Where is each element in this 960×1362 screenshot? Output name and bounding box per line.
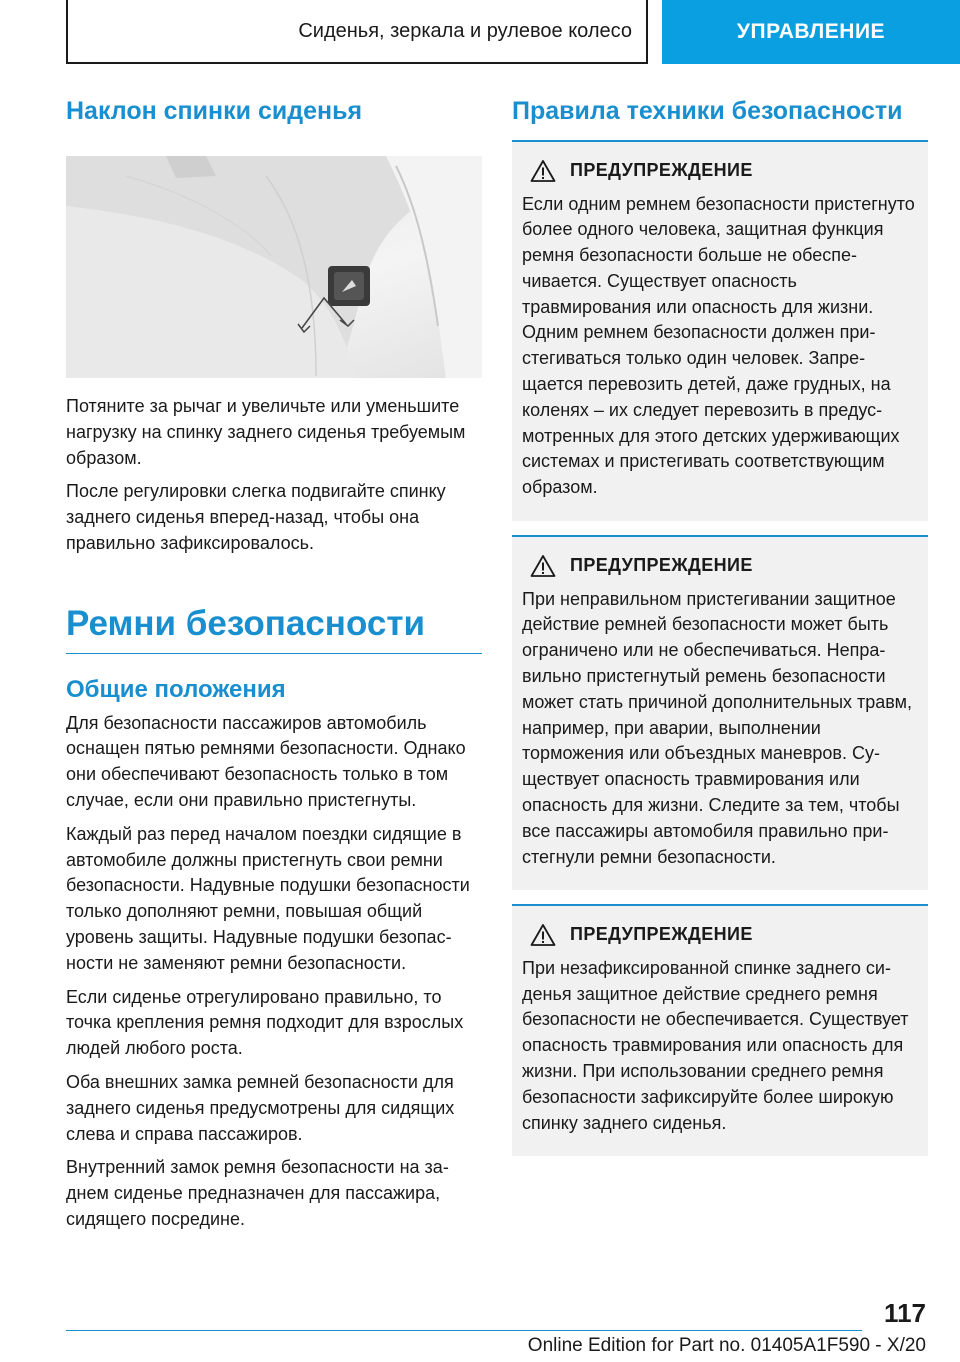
para-general-3: Если сиденье отрегулировано правильно, то точка крепления ремня подходит для взрослых людей любого роста. bbox=[66, 986, 464, 1059]
warning-title: ПРЕДУПРЕЖДЕНИЕ bbox=[570, 924, 753, 945]
para-backrest-1: Потяните за рычаг и увеличьте или уменьшите нагрузку на спинку заднего сиденья требуемым образом. bbox=[66, 396, 466, 468]
warning-title: ПРЕДУПРЕЖДЕНИЕ bbox=[570, 555, 753, 576]
warning-text: При неправильном пристегивании защитное действие ремней безопасности может быть ограничено или не обеспечиваться. Неправильно пристегнутый ремень безопасности может стать причиной дополнительных травм, например, при аварии, выполнении торможения или объездных маневров. Существует опасность травмирования или опасность для жизни. Следите за тем, чтобы все пассажиры автомобиля правильно пристегнули ремни безопасности. bbox=[522, 588, 913, 867]
page-number: 117 bbox=[884, 1298, 926, 1328]
running-header bbox=[66, 0, 648, 64]
warning-header bbox=[522, 156, 918, 186]
section-title: Сиденья, зеркала и рулевое колесо bbox=[298, 19, 632, 42]
subheading-general: Общие положения bbox=[66, 675, 286, 703]
warning-text: При незафиксированной спинке заднего сиденья защитное действие среднего ремня безопасности не обеспечивается. Существует опасность травмирования или опасность для жизни. При использовании среднего ремня безопасности зафиксируйте более широкую спинку заднего сиденья. bbox=[522, 957, 909, 1133]
para-general-5: Внутренний замок ремня безопасности на заднем сиденье предназначен для пассажира, сидящего посредине. bbox=[66, 1157, 449, 1229]
left-column bbox=[66, 96, 482, 1241]
para-general-1: Для безопасности пассажиров автомобиль оснащен пятью ремнями безопасности. Однако они обеспечивают безопасность только в том случае, если они правильно пристегнуты. bbox=[66, 712, 466, 810]
seat-backrest-illustration bbox=[66, 156, 482, 378]
para-backrest-2: После регулировки слегка подвигайте спинку заднего сиденья вперед-назад, чтобы она правильно зафиксировалось. bbox=[66, 481, 446, 553]
warning-box bbox=[512, 537, 928, 891]
warning-triangle-icon bbox=[526, 554, 560, 578]
warning-triangle-icon bbox=[526, 159, 560, 183]
warning-box bbox=[512, 142, 928, 522]
right-column bbox=[512, 96, 928, 1156]
para-general-2: Каждый раз перед началом поездки сидящие в автомобиле должны пристегнуть свои ремни безопасности. Надувные подушки безопасности только дополняют ремни, повышая общий уровень защиты. Надувные подушки безопасности не заменяют ремни безопасности. bbox=[66, 823, 470, 973]
para-general-4: Оба внешних замка ремней безопасности для заднего сиденья предусмотрены для сидящих слева и справа пассажиров. bbox=[66, 1071, 455, 1144]
edition-footer: Online Edition for Part no. 01405A1F590 - X/20 bbox=[527, 1335, 926, 1356]
warning-header bbox=[522, 920, 918, 950]
warning-title: ПРЕДУПРЕЖДЕНИЕ bbox=[570, 160, 753, 180]
footer-divider bbox=[66, 1330, 862, 1331]
warning-box bbox=[512, 906, 928, 1157]
heading-safety-rules: Правила техники безопасности bbox=[512, 97, 903, 125]
warning-text: Если одним ремнем безопасности пристегнуто более одного человека, защитная функция ремня безопасности больше не обеспечивается. Существует опасность травмирования или опасность для жизни. Одним ремнем безопасности должен пристегиваться только один человек. Запрещается перевозить детей, даже грудных, на коленях – их следует перевозить в предусмотренных для этого детских удерживающих системах и пристегивать соответствующим образом. bbox=[522, 193, 915, 498]
heading-backrest: Наклон спинки сиденья bbox=[66, 97, 363, 125]
chapter-heading-seatbelts: Ремни безопасности bbox=[66, 603, 482, 654]
warning-triangle-icon bbox=[526, 923, 560, 947]
chapter-tab[interactable] bbox=[662, 0, 960, 64]
warning-header bbox=[522, 551, 918, 581]
seat-backrest-photo bbox=[66, 156, 482, 378]
chapter-tab-label: УПРАВЛЕНИЕ bbox=[736, 20, 886, 43]
